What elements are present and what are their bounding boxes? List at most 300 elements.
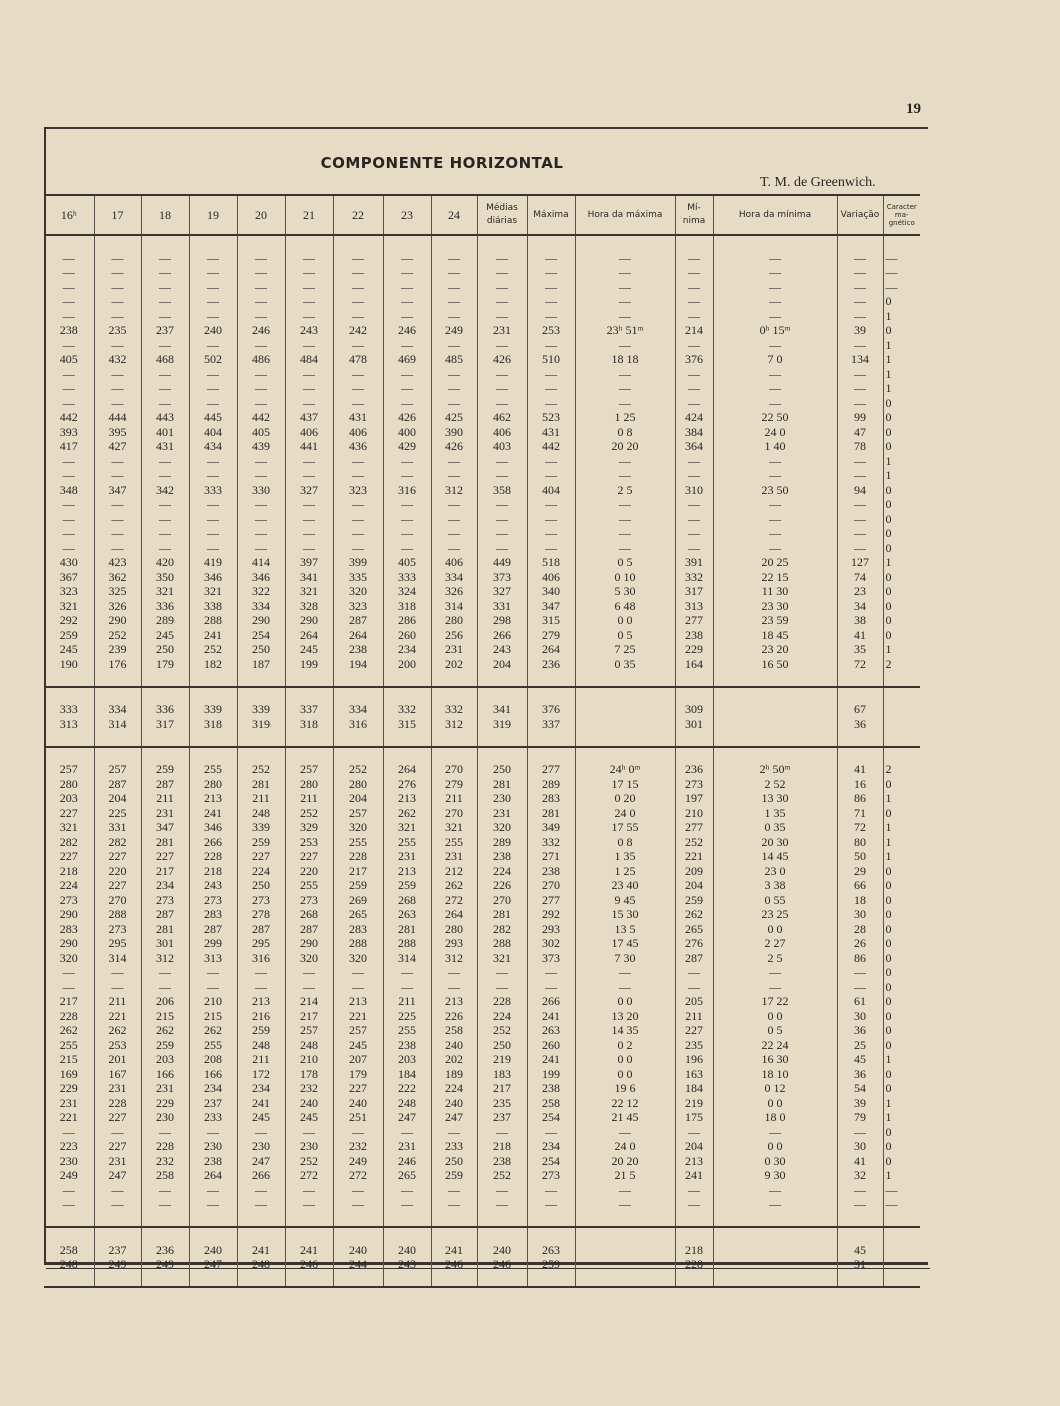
data-cell: 283 — [59, 921, 78, 936]
data-cell: — — [141, 338, 189, 353]
data-cell: 258 — [527, 1096, 575, 1111]
data-cell: 217 — [59, 994, 78, 1008]
data-cell: 273 — [527, 1168, 575, 1183]
data-cell: — — [383, 294, 431, 309]
data-cell: 340 — [527, 584, 575, 599]
data-cell: 24ʰ 0ᵐ — [575, 762, 675, 777]
data-cell: — — [575, 454, 675, 469]
data-cell: — — [575, 381, 675, 396]
data-cell: 290 — [59, 907, 78, 921]
data-cell: 299 — [189, 936, 237, 951]
data-cell: 326 — [431, 584, 477, 599]
data-cell: 250 — [431, 1154, 477, 1169]
data-cell: 301 — [675, 717, 713, 732]
data-cell: 29 — [837, 864, 883, 879]
data-cell: 262 — [675, 907, 713, 922]
data-cell: 228 — [94, 1096, 141, 1111]
data-cell: — — [141, 965, 189, 980]
data-cell: — — [713, 497, 837, 512]
data-cell: 220 — [94, 864, 141, 879]
data-cell: 230 — [59, 1153, 78, 1168]
data-cell: 32 — [837, 1168, 883, 1183]
data-cell: — — [333, 294, 383, 309]
data-cell: 1 25 — [575, 410, 675, 425]
spacer-cell — [237, 1272, 285, 1288]
magnetic-character-cell: 0 — [883, 907, 920, 922]
data-cell: 0 0 — [575, 994, 675, 1009]
header-row — [44, 195, 920, 235]
data-cell: 263 — [527, 1243, 575, 1258]
spacer-row — [44, 1272, 920, 1288]
data-cell: 485 — [431, 352, 477, 367]
data-cell: — — [189, 280, 237, 295]
spacer-cell — [837, 731, 883, 747]
data-cell: — — [713, 396, 837, 411]
data-cell: 2 5 — [575, 483, 675, 498]
data-cell: 211 — [237, 1052, 285, 1067]
spacer-cell — [383, 235, 431, 251]
data-cell: 210 — [675, 806, 713, 821]
data-cell: 127 — [837, 555, 883, 570]
data-cell: 255 — [383, 835, 431, 850]
data-cell: 50 — [837, 849, 883, 864]
data-cell: 213 — [431, 994, 477, 1009]
data-cell: 245 — [333, 1038, 383, 1053]
data-cell: 231 — [94, 1081, 141, 1096]
spacer-cell — [527, 687, 575, 703]
data-cell: 0 0 — [575, 1052, 675, 1067]
spacer-cell — [575, 1212, 675, 1228]
spacer-row — [44, 671, 920, 687]
data-cell: 227 — [237, 849, 285, 864]
table-row — [44, 251, 920, 266]
data-cell: 232 — [141, 1154, 189, 1169]
data-cell: 252 — [237, 762, 285, 777]
data-cell: 288 — [383, 936, 431, 951]
table-row — [44, 642, 920, 657]
table-row — [44, 1154, 920, 1169]
data-cell: — — [713, 338, 837, 353]
data-cell: 231 — [94, 1154, 141, 1169]
data-cell: — — [837, 541, 883, 556]
data-cell: 232 — [285, 1081, 333, 1096]
data-cell: 270 — [431, 806, 477, 821]
data-cell: — — [477, 541, 527, 556]
spacer-cell — [333, 235, 383, 251]
spacer-cell — [189, 687, 237, 703]
table-row — [44, 410, 920, 425]
magnetic-character-cell — [883, 702, 920, 717]
data-cell: — — [837, 526, 883, 541]
spacer-cell — [431, 1227, 477, 1243]
magnetic-character-cell: 1 — [883, 367, 920, 382]
spacer-cell — [713, 1227, 837, 1243]
data-cell: — — [333, 497, 383, 512]
magnetic-character-cell: 1 — [883, 381, 920, 396]
data-cell: 288 — [333, 936, 383, 951]
table-row — [44, 338, 920, 353]
spacer-cell — [477, 671, 527, 687]
data-cell: 265 — [383, 1168, 431, 1183]
column-header: 20 — [237, 195, 285, 235]
data-cell: — — [575, 541, 675, 556]
data-cell — [575, 717, 675, 732]
data-cell: 214 — [285, 994, 333, 1009]
data-cell: 228 — [333, 849, 383, 864]
data-cell: 217 — [477, 1081, 527, 1096]
data-cell: — — [141, 454, 189, 469]
data-cell: 218 — [477, 1139, 527, 1154]
data-cell: — — [527, 468, 575, 483]
data-cell: — — [431, 309, 477, 324]
magnetic-character-cell: 1 — [883, 1168, 920, 1183]
data-cell: 249 — [141, 1257, 189, 1272]
data-cell: 203 — [383, 1052, 431, 1067]
spacer-cell — [477, 235, 527, 251]
data-cell: 31 — [837, 1257, 883, 1272]
data-cell: 199 — [527, 1067, 575, 1082]
data-cell: 289 — [477, 835, 527, 850]
data-cell: 241 — [189, 806, 237, 821]
data-cell: 238 — [527, 1081, 575, 1096]
spacer-cell — [383, 1227, 431, 1243]
data-cell: 255 — [431, 835, 477, 850]
data-cell: 320 — [333, 820, 383, 835]
magnetic-character-cell: 0 — [883, 613, 920, 628]
data-cell: 17 45 — [575, 936, 675, 951]
data-cell: 240 — [477, 1243, 527, 1258]
table-row — [44, 806, 920, 821]
magnetic-character-cell: 0 — [883, 777, 920, 792]
data-cell: 0 35 — [713, 820, 837, 835]
data-cell: 316 — [237, 951, 285, 966]
data-cell: 255 — [383, 1023, 431, 1038]
data-cell: — — [675, 965, 713, 980]
data-cell: 281 — [141, 835, 189, 850]
data-cell: 316 — [333, 717, 383, 732]
data-cell: — — [141, 980, 189, 995]
data-cell: 7 25 — [575, 642, 675, 657]
data-cell: 227 — [333, 1081, 383, 1096]
data-cell: 327 — [285, 483, 333, 498]
data-cell: 358 — [477, 483, 527, 498]
data-cell: 405 — [237, 425, 285, 440]
data-cell: — — [285, 497, 333, 512]
data-cell: — — [477, 367, 527, 382]
data-cell: 0 2 — [575, 1038, 675, 1053]
data-cell: 292 — [527, 907, 575, 922]
data-cell: — — [431, 497, 477, 512]
data-cell: 350 — [141, 570, 189, 585]
data-cell: 230 — [237, 1139, 285, 1154]
data-cell: 314 — [383, 951, 431, 966]
data-cell: 18 10 — [713, 1067, 837, 1082]
data-cell: — — [94, 541, 141, 556]
data-cell: 47 — [837, 425, 883, 440]
data-cell: 264 — [431, 907, 477, 922]
data-cell: 292 — [59, 613, 78, 627]
spacer-cell — [383, 731, 431, 747]
table-row — [44, 309, 920, 324]
data-cell: 237 — [141, 323, 189, 338]
data-cell: 248 — [237, 1038, 285, 1053]
magnetic-character-cell — [883, 1257, 920, 1272]
data-cell: 263 — [383, 907, 431, 922]
data-cell: 406 — [285, 425, 333, 440]
data-cell: 255 — [333, 835, 383, 850]
data-cell: — — [527, 512, 575, 527]
data-cell: 227 — [285, 849, 333, 864]
data-cell: — — [189, 454, 237, 469]
data-cell — [575, 1243, 675, 1258]
spacer-cell — [333, 1227, 383, 1243]
data-cell: — — [189, 294, 237, 309]
data-cell: — — [94, 454, 141, 469]
data-cell: — — [837, 265, 883, 280]
data-cell: — — [237, 309, 285, 324]
table-row — [44, 1110, 920, 1125]
data-cell: 332 — [527, 835, 575, 850]
page-title: COMPONENTE HORIZONTAL — [320, 154, 564, 172]
data-cell: 260 — [383, 628, 431, 643]
data-cell: 328 — [285, 599, 333, 614]
magnetic-character-cell: 1 — [883, 338, 920, 353]
data-cell: — — [237, 338, 285, 353]
table-row — [44, 864, 920, 879]
data-cell: 250 — [141, 642, 189, 657]
data-cell: 241 — [237, 1096, 285, 1111]
column-header: 22 — [333, 195, 383, 235]
magnetic-character-cell: 1 — [883, 468, 920, 483]
data-cell: 266 — [189, 835, 237, 850]
data-cell: 282 — [59, 834, 78, 849]
data-cell: — — [477, 1125, 527, 1140]
data-cell: 270 — [527, 878, 575, 893]
data-cell: — — [431, 280, 477, 295]
table-row — [44, 280, 920, 295]
magnetic-character-cell: 0 — [883, 1139, 920, 1154]
data-cell: — — [141, 526, 189, 541]
spacer-cell — [837, 671, 883, 687]
data-cell: 321 — [431, 820, 477, 835]
data-cell: 290 — [59, 936, 78, 950]
data-cell: 246 — [237, 323, 285, 338]
data-cell: 36 — [837, 1023, 883, 1038]
spacer-cell — [189, 731, 237, 747]
data-cell: — — [431, 454, 477, 469]
data-cell: 1 40 — [713, 439, 837, 454]
data-cell: 445 — [189, 410, 237, 425]
data-cell: 74 — [837, 570, 883, 585]
data-cell: — — [383, 541, 431, 556]
data-cell: 24 0 — [575, 1139, 675, 1154]
data-cell: 214 — [675, 323, 713, 338]
data-cell: — — [285, 1125, 333, 1140]
data-cell: 314 — [94, 717, 141, 732]
data-cell: — — [94, 526, 141, 541]
spacer-cell — [477, 747, 527, 763]
data-cell: — — [333, 1197, 383, 1212]
data-cell: 67 — [837, 702, 883, 717]
data-cell: 248 — [285, 1038, 333, 1053]
data-cell: 230 — [189, 1139, 237, 1154]
data-cell: 241 — [527, 1009, 575, 1024]
table-row — [44, 1243, 920, 1258]
data-cell: 347 — [527, 599, 575, 614]
data-cell: 229 — [141, 1096, 189, 1111]
spacer-cell — [94, 671, 141, 687]
data-cell: — — [713, 309, 837, 324]
data-cell: — — [431, 251, 477, 266]
data-cell: — — [237, 526, 285, 541]
data-cell: 259 — [431, 1168, 477, 1183]
data-cell: 246 — [431, 1257, 477, 1272]
data-cell: — — [237, 980, 285, 995]
data-cell: 134 — [837, 352, 883, 367]
data-cell: — — [141, 309, 189, 324]
data-cell: — — [431, 512, 477, 527]
data-cell: — — [713, 1125, 837, 1140]
data-cell — [713, 1243, 837, 1258]
table-row — [44, 381, 920, 396]
table-row — [44, 1081, 920, 1096]
data-cell: 347 — [141, 820, 189, 835]
data-cell: 230 — [285, 1139, 333, 1154]
magnetic-character-cell: 1 — [883, 791, 920, 806]
data-cell: 333 — [383, 570, 431, 585]
data-cell: — — [189, 1197, 237, 1212]
spacer-cell — [477, 1227, 527, 1243]
data-cell: 0 55 — [713, 893, 837, 908]
data-cell: 319 — [477, 717, 527, 732]
table-row — [44, 1168, 920, 1183]
data-cell: 426 — [431, 439, 477, 454]
table-row — [44, 951, 920, 966]
data-cell: 376 — [527, 702, 575, 717]
data-cell: 429 — [383, 439, 431, 454]
data-cell: — — [383, 265, 431, 280]
magnetic-character-cell: 1 — [883, 820, 920, 835]
data-cell: 373 — [477, 570, 527, 585]
data-cell: — — [333, 367, 383, 382]
data-cell: 341 — [285, 570, 333, 585]
spacer-cell — [141, 671, 189, 687]
data-cell: 263 — [527, 1023, 575, 1038]
data-cell: 3 38 — [713, 878, 837, 893]
spacer-cell — [431, 687, 477, 703]
data-cell: 312 — [431, 483, 477, 498]
table-row — [44, 613, 920, 628]
spacer-cell — [44, 671, 94, 687]
data-cell: 262 — [94, 1023, 141, 1038]
data-cell: 179 — [333, 1067, 383, 1082]
data-cell: — — [713, 541, 837, 556]
data-cell: 18 18 — [575, 352, 675, 367]
data-cell: — — [575, 280, 675, 295]
data-cell: 24 0 — [575, 806, 675, 821]
table-row — [44, 1009, 920, 1024]
magnetic-character-cell: 0 — [883, 541, 920, 556]
data-cell: 228 — [477, 994, 527, 1009]
table-row — [44, 791, 920, 806]
data-cell: 35 — [837, 642, 883, 657]
data-cell: 45 — [837, 1052, 883, 1067]
data-cell: 259 — [141, 1038, 189, 1053]
data-cell: 430 — [59, 555, 78, 569]
data-cell: 290 — [237, 613, 285, 628]
data-cell: — — [713, 980, 837, 995]
data-cell: — — [237, 381, 285, 396]
data-cell: — — [94, 280, 141, 295]
magnetic-character-cell: 0 — [883, 584, 920, 599]
data-cell: 268 — [383, 893, 431, 908]
spacer-cell — [383, 687, 431, 703]
data-cell: 277 — [527, 762, 575, 777]
data-cell: 414 — [237, 555, 285, 570]
data-cell: 320 — [477, 820, 527, 835]
data-cell: 256 — [431, 628, 477, 643]
data-cell: 265 — [333, 907, 383, 922]
spacer-cell — [675, 731, 713, 747]
data-cell: — — [713, 454, 837, 469]
data-cell: 364 — [675, 439, 713, 454]
data-cell: — — [527, 396, 575, 411]
data-cell: — — [141, 497, 189, 512]
data-cell: 259 — [237, 835, 285, 850]
data-cell: — — [477, 497, 527, 512]
data-cell: — — [575, 251, 675, 266]
data-cell: 320 — [333, 584, 383, 599]
data-cell: 270 — [431, 762, 477, 777]
data-cell: 194 — [333, 657, 383, 672]
data-cell: — — [333, 468, 383, 483]
data-cell: 30 — [837, 1009, 883, 1024]
data-cell: 321 — [477, 951, 527, 966]
data-cell: — — [527, 265, 575, 280]
data-cell: 211 — [431, 791, 477, 806]
spacer-cell — [189, 747, 237, 763]
data-cell: 318 — [285, 717, 333, 732]
data-cell: 334 — [333, 702, 383, 717]
data-cell: 257 — [94, 762, 141, 777]
data-cell: 288 — [477, 936, 527, 951]
column-header: Máxima — [527, 195, 575, 235]
table-header — [44, 195, 920, 235]
data-cell: 236 — [675, 762, 713, 777]
data-cell: — — [141, 1125, 189, 1140]
data-cell: 235 — [675, 1038, 713, 1053]
data-cell: 20 30 — [713, 835, 837, 850]
data-cell: — — [62, 265, 75, 279]
data-cell: 5 30 — [575, 584, 675, 599]
table-row — [44, 777, 920, 792]
data-cell: 260 — [527, 1038, 575, 1053]
column-header: Mí- nima — [675, 195, 713, 235]
data-cell: 0 5 — [713, 1023, 837, 1038]
data-cell: — — [383, 980, 431, 995]
data-cell: 257 — [285, 762, 333, 777]
data-cell: 262 — [431, 878, 477, 893]
spacer-cell — [575, 1227, 675, 1243]
data-cell: 254 — [237, 628, 285, 643]
data-cell: 240 — [189, 1243, 237, 1258]
magnetic-character-cell: 1 — [883, 642, 920, 657]
data-cell: — — [431, 338, 477, 353]
data-cell: 346 — [189, 570, 237, 585]
spacer-cell — [237, 235, 285, 251]
spacer-cell — [675, 1212, 713, 1228]
data-cell: — — [431, 980, 477, 995]
